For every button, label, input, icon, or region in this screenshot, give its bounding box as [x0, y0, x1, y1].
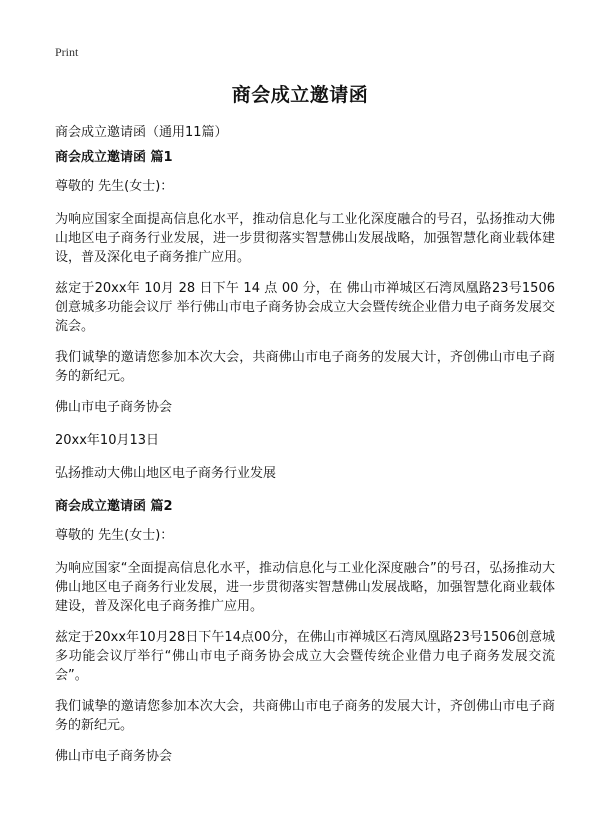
salutation: 尊敬的 先生(女士)： — [55, 528, 174, 543]
body-paragraph: 兹定于20xx年 10月 28 日下午 14 点 00 分，在 佛山市禅城区石湾凤凰路23号1506创意城多功能会议厅 举行佛山市电子商务协会成立大会暨传统企业借力电子商务发展交流会。 — [55, 281, 555, 334]
document-body — [55, 148, 555, 780]
signature-organization: 佛山市电子商务协会 — [55, 749, 173, 764]
body-paragraph: 我们诚挚的邀请您参加本次大会，共商佛山市电子商务的发展大计，齐创佛山市电子商务的新纪元。 — [55, 350, 555, 384]
body-paragraph: 为响应国家全面提高信息化水平，推动信息化与工业化深度融合的号召，弘扬推动大佛山地区电子商务行业发展，进一步贯彻落实智慧佛山发展战略，加强智慧化商业载体建设，普及深化电子商务推广应用。 — [55, 212, 555, 265]
salutation: 尊敬的 先生(女士)： — [55, 179, 174, 194]
section-1 — [55, 148, 555, 483]
signature-date: 20xx年10月13日 — [55, 433, 160, 448]
body-paragraph: 为响应国家“全面提高信息化水平，推动信息化与工业化深度融合”的号召，弘扬推动大佛山地区电子商务行业发展，进一步贯彻落实智慧佛山发展战略，加强智慧化商业载体建设，普及深化电子商务推广应用。 — [55, 561, 555, 614]
body-paragraph: 我们诚挚的邀请您参加本次大会，共商佛山市电子商务的发展大计，齐创佛山市电子商务的新纪元。 — [55, 699, 555, 733]
document-title: 商会成立邀请函 — [231, 84, 369, 106]
section-heading: 商会成立邀请函 篇2 — [55, 499, 173, 514]
document-subtitle: 商会成立邀请函（通用11篇） — [55, 125, 228, 140]
section-2 — [55, 497, 555, 766]
body-paragraph: 兹定于20xx年10月28日下午14点00分，在佛山市禅城区石湾凤凰路23号1506创意城多功能会议厅举行“佛山市电子商务协会成立大会暨传统企业借力电子商务发展交流会”。 — [55, 630, 555, 683]
section-heading: 商会成立邀请函 篇1 — [55, 150, 173, 165]
body-paragraph: 弘扬推动大佛山地区电子商务行业发展 — [55, 466, 277, 481]
signature-organization: 佛山市电子商务协会 — [55, 400, 173, 415]
print-link[interactable]: Print — [55, 45, 79, 59]
